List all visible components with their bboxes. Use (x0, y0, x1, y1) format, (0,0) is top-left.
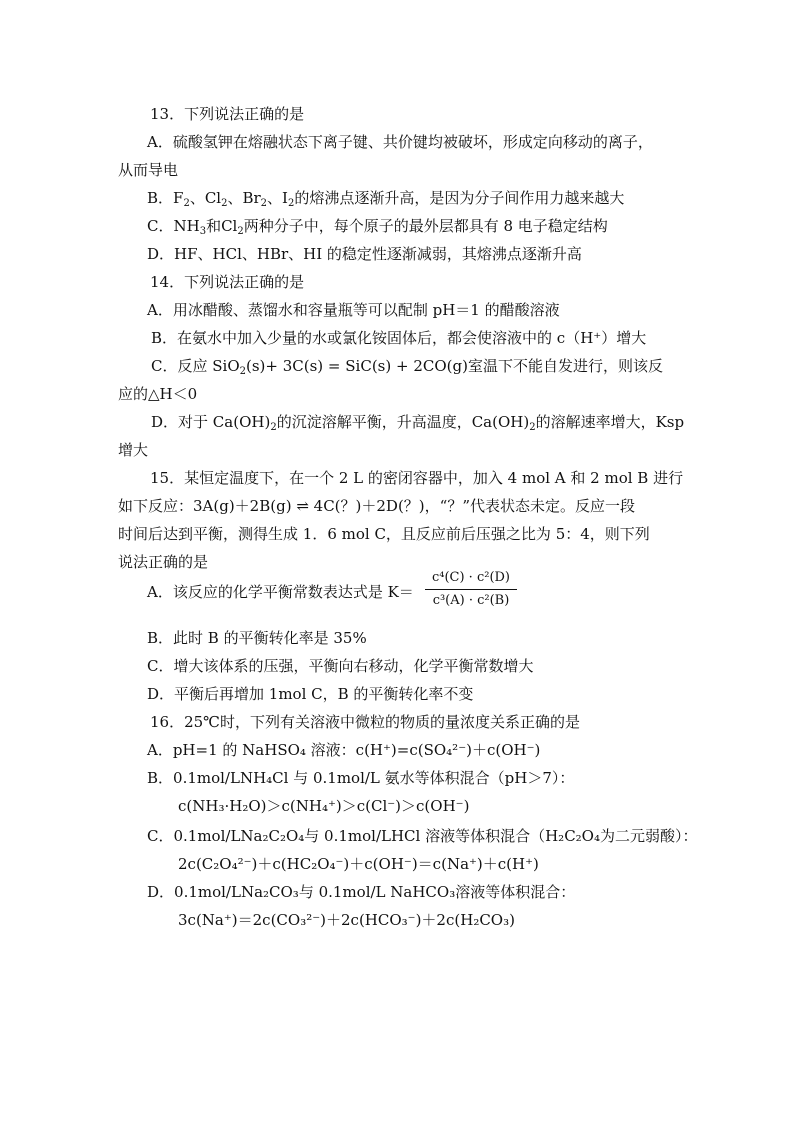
question-15-stem-line-1: 15．某恒定温度下，在一个 2 L 的密闭容器中，加入 4 mol A 和 2 mol B 进行 (150, 469, 684, 487)
question-16-option-d: D．0.1mol/LNa₂CO₃与 0.1mol/L NaHCO₃溶液等体积混合： (147, 883, 576, 901)
equilibrium-constant-fraction (425, 568, 517, 611)
question-13-option-d: D．HF、HCl、HBr、HI 的稳定性逐渐减弱，其熔沸点逐渐升高 (147, 245, 582, 263)
sub: 2 (260, 198, 268, 209)
question-15-option-b: B．此时 B 的平衡转化率是 35% (147, 629, 367, 647)
sub: 2 (183, 198, 190, 209)
fraction-numerator: c⁴(C) · c²(D) (431, 570, 511, 585)
sub: 2 (221, 198, 228, 209)
question-14-option-d (151, 412, 684, 432)
sub: 2 (237, 226, 244, 237)
q13c-post: 两种分子中，每个原子的最外层都具有 8 电子稳定结构 (243, 217, 608, 235)
question-16-option-b: B．0.1mol/LNH₄Cl 与 0.1mol/L 氨水等体积混合（pH＞7）： (147, 769, 575, 787)
question-13-stem: 13．下列说法正确的是 (150, 105, 305, 123)
q13b-mid2: 、Br (227, 189, 261, 207)
question-15-option-d: D．平衡后再增加 1mol C，B 的平衡转化率不变 (147, 685, 474, 703)
question-14-option-c (151, 356, 663, 376)
q13b-post: 的熔沸点逐渐升高，是因为分子间作用力越来越大 (294, 189, 625, 207)
sub: 2 (270, 422, 277, 433)
question-16-option-b-formula: c(NH₃·H₂O)＞c(NH₄⁺)＞c(Cl⁻)＞c(OH⁻) (178, 797, 470, 815)
sub: 2 (529, 422, 536, 433)
question-13-option-a-cont: 从而导电 (118, 161, 179, 179)
question-14-option-c-cont: 应的△H＜0 (118, 385, 198, 403)
q14d-mid: 的沉淀溶解平衡，升高温度，Ca(OH) (276, 413, 530, 431)
fraction-denominator: c³(A) · c²(B) (432, 593, 510, 608)
q14c-post: (s)+ 3C(s) = SiC(s) + 2CO(g)室温下不能自发进行，则该反 (246, 357, 663, 375)
question-13-option-a: A．硫酸氢钾在熔融状态下离子键、共价键均被破坏，形成定向移动的离子， (147, 133, 653, 151)
question-13-option-b (147, 188, 624, 208)
q13c-pre: C．NH (147, 217, 200, 235)
q14c-pre: C．反应 SiO (151, 357, 240, 375)
question-14-stem: 14．下列说法正确的是 (150, 273, 305, 291)
question-15-option-c: C．增大该体系的压强，平衡向右移动，化学平衡常数增大 (147, 657, 534, 675)
sub: 2 (239, 366, 246, 377)
question-15-option-a: A．该反应的化学平衡常数表达式是 K＝ (147, 583, 414, 601)
q13b-pre: B．F (147, 189, 184, 207)
question-16-option-a: A．pH=1 的 NaHSO₄ 溶液：c(H⁺)=c(SO₄²⁻)＋c(OH⁻) (147, 741, 541, 759)
q13b-mid1: 、Cl (189, 189, 222, 207)
q13c-mid: 和Cl (206, 217, 238, 235)
q13b-mid3: 、I (267, 189, 288, 207)
question-15-stem-line-3: 时间后达到平衡，测得生成 1．6 mol C，且反应前后压强之比为 5：4，则下列 (118, 525, 650, 543)
question-14-option-a: A．用冰醋酸、蒸馏水和容量瓶等可以配制 pH＝1 的醋酸溶液 (147, 301, 560, 319)
question-15-stem-line-2: 如下反应：3A(g)＋2B(g) ⇌ 4C(？)＋2D(？)，“？”代表状态未定。反应一段 (118, 497, 635, 515)
sub: 3 (199, 226, 207, 237)
question-16-option-c-formula: 2c(C₂O₄²⁻)＋c(HC₂O₄⁻)＋c(OH⁻)＝c(Na⁺)＋c(H⁺) (178, 855, 539, 873)
question-16-stem: 16．25℃时，下列有关溶液中微粒的物质的量浓度关系正确的是 (150, 713, 580, 731)
question-15-stem-line-4: 说法正确的是 (118, 553, 209, 571)
question-16-option-c: C．0.1mol/LNa₂C₂O₄与 0.1mol/LHCl 溶液等体积混合（H₂C₂O₄为二元弱酸）： (147, 827, 698, 845)
question-13-option-c (147, 216, 608, 236)
question-16-option-d-formula: 3c(Na⁺)＝2c(CO₃²⁻)＋2c(HCO₃⁻)＋2c(H₂CO₃) (178, 911, 515, 929)
q14d-post: 的溶解速率增大，Ksp (535, 413, 685, 431)
q14d-pre: D．对于 Ca(OH) (151, 413, 271, 431)
question-14-option-d-cont: 增大 (118, 441, 149, 459)
fraction-bar (425, 589, 517, 590)
sub: 2 (287, 198, 295, 209)
question-14-option-b: B．在氨水中加入少量的水或氯化铵固体后，都会使溶液中的 c（H⁺）增大 (151, 329, 647, 347)
